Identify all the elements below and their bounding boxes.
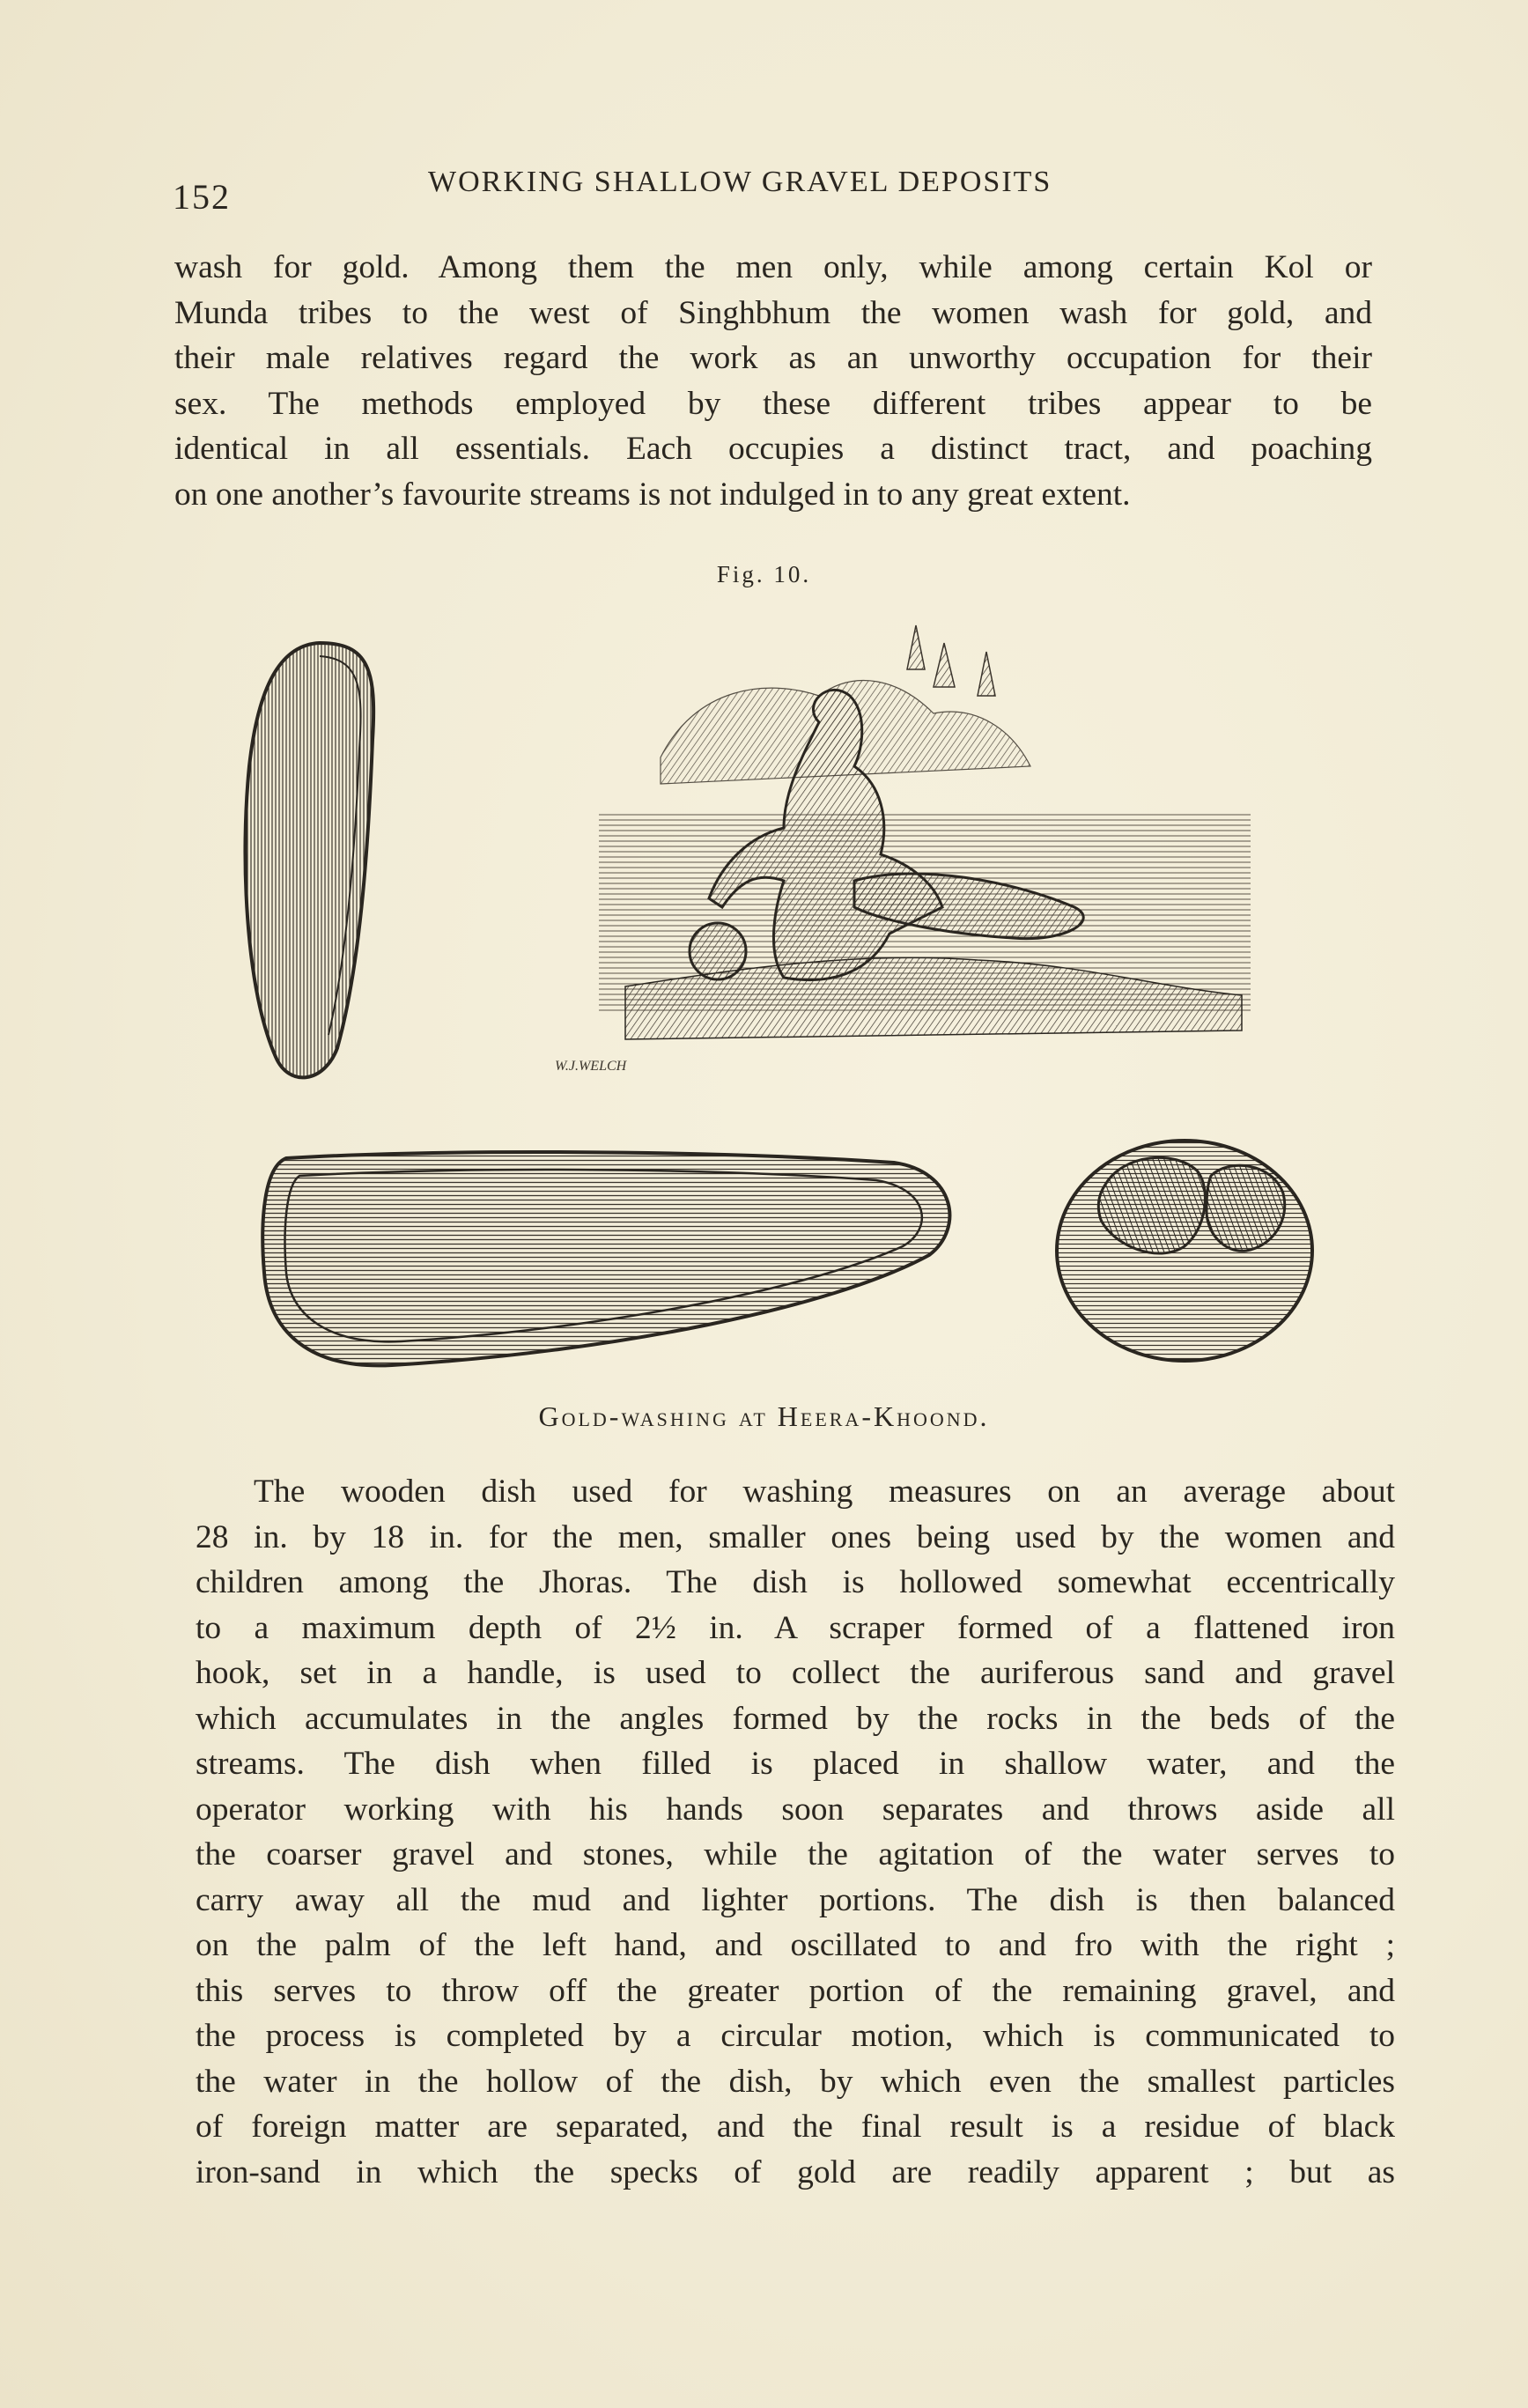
text-line: on one another’s favourite streams is not indulged in to any great extent. xyxy=(174,476,1131,513)
upright-dish-illustration xyxy=(236,634,386,1092)
text-line: of foreign matter are separated, and the final result is a residue of black xyxy=(196,2109,1395,2145)
figure-caption xyxy=(0,1400,1528,1433)
paragraph-2 xyxy=(196,1469,1395,2195)
text-line: carry away all the mud and lighter portions. The dish is then balanced xyxy=(196,1881,1395,1918)
round-bowl-illustration xyxy=(1052,1132,1317,1365)
text-line: operator working with his hands soon separates and throws aside all xyxy=(196,1791,1395,1828)
text-line: wash for gold. Among them the men only, while among certain Kol or xyxy=(174,249,1372,285)
gold-washing-scene-illustration xyxy=(520,617,1312,1092)
text-line: streams. The dish when filled is placed in shallow water, and the xyxy=(196,1746,1395,1782)
paragraph-1 xyxy=(174,245,1372,517)
text-line: hook, set in a handle, is used to collect the auriferous sand and gravel xyxy=(196,1655,1395,1691)
text-line: which accumulates in the angles formed by the rocks in the beds of the xyxy=(196,1700,1395,1737)
text-line: the coarser gravel and stones, while the agitation of the water serves to xyxy=(196,1836,1395,1872)
text-line: the process is completed by a circular motion, which is communicated to xyxy=(196,2018,1395,2054)
text-line: this serves to throw off the greater portion of the remaining gravel, and xyxy=(196,1972,1395,2009)
page-header xyxy=(173,166,1370,217)
text-line: 28 in. by 18 in. for the men, smaller ones being used by the women and xyxy=(196,1518,1395,1555)
flat-dish-illustration xyxy=(260,1141,964,1378)
text-line: on the palm of the left hand, and oscillated to and fro with the right ; xyxy=(196,1927,1395,1963)
text-line: sex. The methods employed by these different tribes appear to be xyxy=(174,385,1372,422)
figure-label: Fig. 10. xyxy=(716,561,812,587)
text-line: the water in the hollow of the dish, by which even the smallest particles xyxy=(196,2063,1395,2100)
text-line: iron-sand in which the specks of gold are readily apparent ; but as xyxy=(196,2153,1395,2190)
text-line: to a maximum depth of 2½ in. A scraper formed of a flattened iron xyxy=(196,1609,1395,1646)
caption-text: Gold-washing at Heera-Khoond. xyxy=(538,1400,990,1432)
text-line: The wooden dish used for washing measures on an average about xyxy=(254,1474,1395,1510)
text-line: Munda tribes to the west of Singhbhum the women wash for gold, and xyxy=(174,294,1372,331)
text-line: children among the Jhoras. The dish is hollowed somewhat eccentrically xyxy=(196,1564,1395,1600)
engraver-signature: W.J.WELCH xyxy=(555,1059,627,1074)
running-head: WORKING SHALLOW GRAVEL DEPOSITS xyxy=(428,166,1052,198)
text-line: their male relatives regard the work as an unworthy occupation for their xyxy=(174,340,1372,376)
text-line: identical in all essentials. Each occupies a distinct tract, and poaching xyxy=(174,431,1372,467)
page-number: 152 xyxy=(173,177,231,217)
